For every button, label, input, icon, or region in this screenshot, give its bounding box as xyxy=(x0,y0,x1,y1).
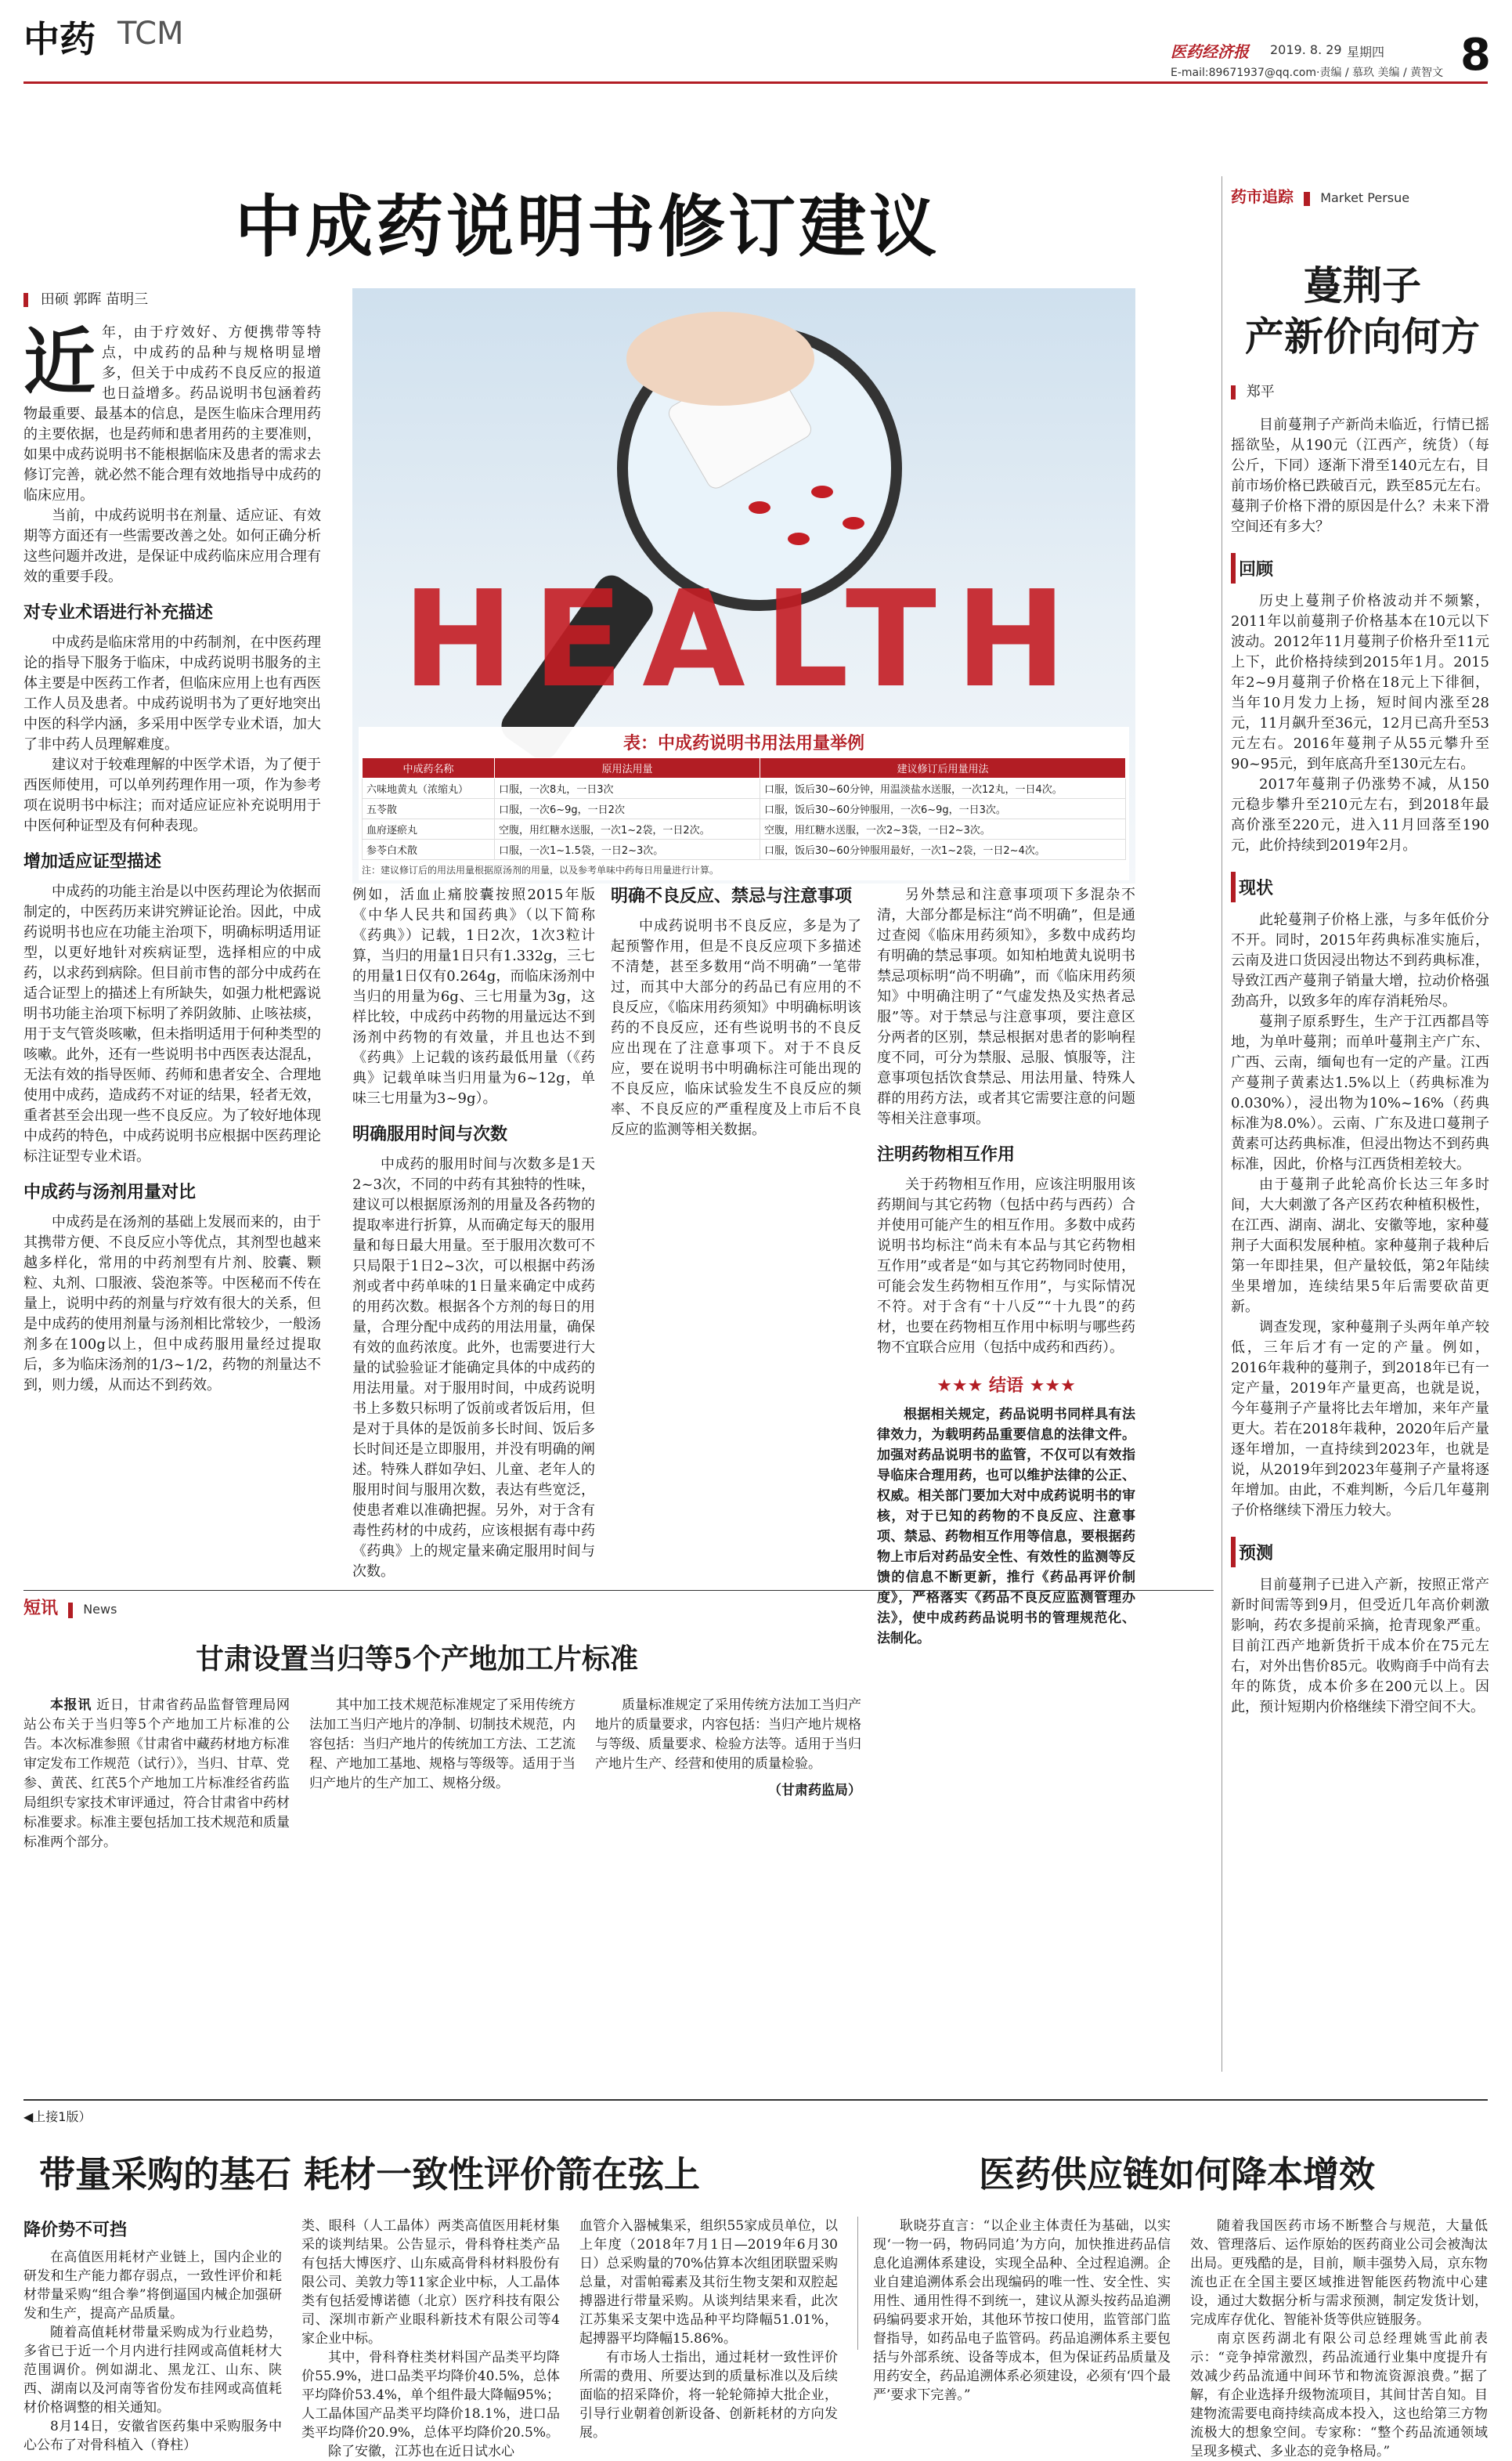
header-rule xyxy=(23,81,1488,84)
bottom-column-2 xyxy=(301,2217,560,2459)
news-paragraph-2: 其中加工技术规范标准规定了采用传统方法加工当归产地片的净制、切制技术规范，内容包括：当归产地片的传统加工方法、工艺流程、产地加工基地、规格与等级等。适用于当归产地片的生产加工、规格分级。 xyxy=(309,1697,576,1791)
section-title-en: TCM xyxy=(117,16,184,52)
table-header-name: 中成药名称 xyxy=(363,758,495,779)
bottom-title-right: 医药供应链如何降本增效 xyxy=(979,2153,1375,2195)
issue-weekday: 星期四 xyxy=(1347,45,1385,60)
dosage-table-block xyxy=(359,727,1129,880)
interaction-paragraph: 关于药物相互作用，应该注明服用该药期间与其它药物（包括中药与西药）合并使用可能产生的相互作用。多数中成药说明书均标注“尚未有本品与其它药物相互作用”或者是“如与其它药物同时使用，可能会发生药物相互作用”，与实际情况不符。对于含有“十八反”“十九畏”的药材，也要在药物相互作用中标明与哪些药物不宜联合应用（包括中成药和西药）。 xyxy=(877,1176,1135,1356)
subheading-dosage: 中成药与汤剂用量对比 xyxy=(23,1183,197,1202)
market-review-p1: 历史上蔓荆子价格波动并不频繁，2011年以前蔓荆子价格基本在10元以下波动。2012年11月蔓荆子价格升至11元上下，此价格持续到2015年1月。2015年2~9月蔓荆子价格在18元上下徘徊，当年10月发力上扬，短时间内涨至28元，11月飙升至36元，12月已高升至53元左右。2016年蔓荆子从55元攀升至90~95元，到年底高升至130元左右。 xyxy=(1231,593,1489,772)
subheading-timing: 明确服用时间与次数 xyxy=(352,1125,508,1144)
conclusion-heading xyxy=(877,1372,1135,1397)
bottom-l2a: 类、眼科（人工晶体）两类高值医用耗材集采的谈判结果。公告显示，骨科脊柱类产品有包括大博医疗、山东威高骨科材料股份有限公司、美敦力等11家企业中标，人工晶体类有包括爱博诺德（北京）医疗科技有限公司、深圳市新产业眼科新技术有限公司等4家企业中标。 xyxy=(301,2218,560,2347)
market-author-name: 郑平 xyxy=(1246,384,1275,400)
bottom-divider xyxy=(857,2217,858,2350)
table-row xyxy=(363,779,1126,799)
article-column-2 xyxy=(352,885,595,1580)
news-column-3 xyxy=(595,1696,861,2033)
market-review-p2: 2017年蔓荆子仍涨势不减，从150元稳步攀升至210元左右，到2018年最高价涨至220元，进入11月回落至190元，此价持续到2019年2月。 xyxy=(1231,776,1489,854)
table-cell: 口服，饭后30~60分钟，用温淡盐水送服，一次12丸，一日4次。 xyxy=(760,779,1126,799)
pill-1 xyxy=(811,486,833,498)
bottom-l1c: 8月14日，安徽省医药集中采购服务中心公布了对骨科植入（脊柱） xyxy=(23,2419,282,2453)
market-column-cn: 药市追踪 xyxy=(1231,187,1294,206)
article-column-3 xyxy=(611,885,861,1545)
editor-email: E-mail:89671937@qq.com·责编 / 慕玖 美编 / 黄智文 xyxy=(1171,67,1444,79)
bottom-r2a: 随着我国医药市场不断整合与规范，大量低效、管理落后、运作原始的医药商业公司会被淘汰出局。更残酷的是，目前，顺丰强势入局，京东物流也正在全国主要区域推进智能医药物流中心建设，通过大数据分析与需求预测，制定发货计划，完成库存优化、智能补货等供应链服务。 xyxy=(1190,2218,1488,2328)
continued-from-page1: ◀上接1版） xyxy=(23,2109,92,2124)
table-cell: 空腹，用红糖水送服，一次1~2袋，一日2次。 xyxy=(495,819,760,840)
news-label xyxy=(23,1595,117,1619)
news-paragraph-3: 质量标准规定了采用传统方法加工当归产地片的质量要求，内容包括：当归产地片规格与等级、质量要求、检验方法等。适用于当归产地片生产、经营和使用的质量检验。 xyxy=(595,1697,861,1772)
subheading-syndrome: 增加适应证型描述 xyxy=(23,852,162,872)
table-row xyxy=(363,819,1126,840)
news-label-en: News xyxy=(83,1602,117,1617)
market-status-p3: 由于蔓荆子此轮高价长达三年多时间，大大刺激了各产区药农种植积极性，在江西、湖南、湖北、安徽等地，家种蔓荆子大面积发展种植。家种蔓荆子栽种后第一年即挂果，但产量较低，第2年陆续坐果增加，连续结果5年后需要砍苗更新。 xyxy=(1231,1176,1489,1315)
market-forecast-p1: 目前蔓荆子已进入产新，按照正常产新时间需等到9月，但受近几年高价刺激影响，药农多提前采摘，抢青现象严重。目前江西产地新货折干成本价在75元左右，对外出售价85元。收购商手中尚有去年的陈货，成本价多在200元以上。因此，预计短期内价格继续下滑空间不大。 xyxy=(1231,1577,1489,1715)
article-column-4 xyxy=(877,885,1135,1646)
bottom-title-left: 带量采购的基石 耗材一致性评价箭在弦上 xyxy=(39,2153,701,2195)
conclusion-title: 结语 xyxy=(988,1376,1023,1396)
table-cell: 参苓白术散 xyxy=(363,840,495,860)
table-cell: 空腹，用红糖水送服，一次2~3袋，一日2~3次。 xyxy=(760,819,1126,840)
terms-paragraph-2: 建议对于较难理解的中医学术语，为了便于西医师使用，可以单列药理作用一项，作为参考项在说明书中标注；而对适应证应补充说明用于中医何种证型及有何种表现。 xyxy=(23,757,321,834)
author-marker xyxy=(1231,385,1236,399)
timing-paragraph: 中成药的服用时间与次数多是1天2~3次，不同的中药有其独特的性味，建议可以根据原汤剂的用量及各药物的提取率进行折算，从而确定每天的服用量和每日最大用量。至于服用次数可不只局限于1日2~3次，可以根据中药汤剂或者中药单味的1日量来确定中成药的用药次数。根据各个方剂的每日的用量，合理分配中成药的用法用量，确保有效的血药浓度。此外，也需要进行大量的试验验证才能确定具体的中成药的用法用量。对于服用时间，中成药说明书上多数只标明了饭前或者饭后用，但是对于具体的是饭前多长时间、饭后多长时间还是立即服用，并没有明确的阐述。特殊人群如孕妇、儿童、老年人的服用时间与服用次数，表达有些宽泛，使患者难以准确把握。另外，对于含有毒性药材的中成药，应该根据有毒中药《药典》上的规定量来确定服用时间与次数。 xyxy=(352,1156,595,1580)
article-authors xyxy=(23,288,148,309)
page-header xyxy=(0,0,1512,81)
news-lead-text: 近日，甘肃省药品监督管理局网站公布关于当归等5个产地加工片标准的公告。本次标准参照《甘肃省中藏药材地方标准审定发布工作规范（试行）》，当归、甘草、党参、黄芪、红芪5个产地加工片标准经省药监局组织专家技术审评通过，符合甘肃省中药材标准要求。标准主要包括加工技术规范和质量标准两个部分。 xyxy=(23,1697,290,1850)
table-cell: 六味地黄丸（浓缩丸） xyxy=(363,779,495,799)
page-number: 8 xyxy=(1460,30,1491,81)
table-note: 注：建议修订后的用法用量根据原汤剂的用量，以及参考单味中药每日用量进行计算。 xyxy=(362,865,720,876)
label-marker xyxy=(1304,192,1310,206)
bottom-column-3 xyxy=(579,2217,838,2441)
bottom-l3b: 有市场人士指出，通过耗材一致性评价所需的费用、所要达到的质量标准以及后续面临的招采降价，将一轮轮筛掉大批企业，引导行业朝着创新设备、创新耗材的方向发展。 xyxy=(579,2350,838,2441)
bottom-top-rule xyxy=(23,2099,1488,2101)
table-row xyxy=(363,799,1126,819)
table-cell: 血府逐瘀丸 xyxy=(363,819,495,840)
table-header-proposed: 建议修订后用量用法 xyxy=(760,758,1126,779)
market-title-line1: 蔓荆子 xyxy=(1304,262,1421,309)
market-status-p2: 蔓荆子原系野生，生产于江西都昌等地，为单叶蔓荆；而单叶蔓荆主产广东、广西、云南，缅甸也有一定的产量。江西产蔓荆子黄素达1.5%以上（药典标准为0.030%），浸出物为10%~16%（药典标准为8.0%）。云南、广东及进口蔓荆子黄素可达药典标准，但浸出物达不到药典标准，因此，价格与江西货相差较大。 xyxy=(1231,1014,1489,1173)
market-lead: 目前蔓荆子产新尚未临近，行情已摇摇欲坠，从190元（江西产，统货）（每公斤，下同）逐渐下滑至140元左右，目前市场价格已跌破百元，跌至85元左右。蔓荆子价格下滑的原因是什么？未来下滑空间还有多大？ xyxy=(1231,417,1489,535)
table-cell: 口服，饭后30~60分钟服用最好，一次1~2袋，一日2~4次。 xyxy=(760,840,1126,860)
bottom-column-1 xyxy=(23,2248,282,2453)
issue-date: 2019. 8. 29 xyxy=(1270,42,1342,57)
market-section-review: 回顾 xyxy=(1231,553,1489,584)
bottom-l1a: 在高值医用耗材产业链上，国内企业的研发和生产能力都存弱点，一致性评价和耗材带量采购“组合拳”将倒逼国内械企加强研发和生产，提高产品质量。 xyxy=(23,2250,282,2322)
table-row xyxy=(363,840,1126,860)
pill-3 xyxy=(788,533,810,545)
pill-2 xyxy=(843,517,864,529)
health-word: HEALTH xyxy=(402,562,1086,717)
intro-paragraph-1: 年，由于疗效好、方便携带等特点，中成药的品种与规格明显增多，但关于中成药不良反应的报道也日益增多。药品说明书包涵着药物最重要、最基本的信息，是医生临床合理用药的主要依据，也是药师和患者用药的主要准则，如果中成药说明书不能根据临床及患者的需求去修订完善，就必然不能合理有效地指导中成药的临床应用。 xyxy=(23,324,321,504)
dosage-paragraph-1: 中成药是在汤剂的基础上发展而来的，由于其携带方便、不良反应小等优点，其剂型也越来越多样化，常用的中药剂型有片剂、胶囊、颗粒、丸剂、口服液、袋泡茶等。中医秘而不传在量上，说明中药的剂量与疗效有很大的关系，但是中成药的使用剂量与汤剂相比常较少，一般汤剂多在100g以上，但中成药服用量经过提取后，多为临床汤剂的1/3~1/2，药物的剂量达不到，则力缓，从而达不到药效。 xyxy=(23,1214,321,1393)
bottom-r2b: 南京医药湖北有限公司总经理姚雪此前表示：“竞争掉常激烈，药品流通行业集中度提升有效减少药品流通中间环节和物流资源浪费。”据了解，有企业选择升级物流项目，其间甘苦自知。目建物流需要电商持续高成本投入，这也给第三方物流极大的想象空间。专家称：“整个药品流通领域呈现多模式、多业态的竞争格局。” xyxy=(1190,2331,1488,2459)
pill-4 xyxy=(749,501,770,514)
bottom-l2b: 其中，骨科脊柱类材料国产品类平均降价55.9%，进口品类平均降价40.5%，总体平均降价53.4%，单个组件最大降幅95%；人工晶体国产品类平均降价18.1%，进口品类平均降价20.9%，总体平均降价20.5%。 xyxy=(301,2350,560,2441)
bottom-l2c: 除了安徽，江苏也在近日试水心 xyxy=(328,2444,514,2459)
table-cell: 口服，饭后30~60分钟服用，一次6~9g，一日3次。 xyxy=(760,799,1126,819)
subheading-interaction: 注明药物相互作用 xyxy=(877,1145,1016,1165)
subheading-terms: 对专业术语进行补充描述 xyxy=(23,603,214,623)
market-status-p4: 调查发现，家种蔓荆子头两年单产较低，三年后才有一定的产量。例如，2016年栽种的蔓荆子，到2018年已有一定产量，2019年产量更高，也就是说，今年蔓荆子产量将比去年增加，来年产量更大。若在2018年栽种，2020年后产量逐年增加，一直持续到2023年，也就是说，从2019年到2023年蔓荆子产量将逐年增加。由此，不难判断，今后几年蔓荆子价格继续下滑压力较大。 xyxy=(1231,1319,1489,1519)
article-title: 中成药说明书修订建议 xyxy=(235,187,940,266)
news-paragraph-1 xyxy=(23,1696,290,1852)
market-status-p1: 此轮蔓荆子价格上涨，与多年低价分不开。同时，2015年药典标准实施后，云南及进口货因浸出物达不到药典标准，导致江西产蔓荆子销量大增，拉动价格强劲高升，以致多年的库存消耗殆尽。 xyxy=(1231,912,1489,1010)
table-cell: 口服，一次1~1.5袋，一日2~3次。 xyxy=(495,840,760,860)
market-author xyxy=(1231,381,1275,401)
bottom-l3a: 血管介入器械集采，组织55家成员单位，以上年度（2018年7月1日—2019年6月30日）总采购量的70%估算本次组团联盟采购总量，对雷帕霉素及其衍生物支架和双腔起搏器进行带量采购。从谈判结果来看，此次江苏集采支架中选品种平均降幅51.01%，起搏器平均降幅15.86%。 xyxy=(579,2218,838,2347)
dosage-table xyxy=(362,757,1126,860)
news-column-1 xyxy=(23,1696,290,2033)
star-icon: ★★★ xyxy=(936,1376,989,1396)
terms-paragraph-1: 中成药是临床常用的中药制剂，在中医药理论的指导下服务于临床，中成药说明书服务的主体主要是中医药工作者，但临床应用上也有西医工作人员及患者。中成药说明书为了更好地突出中医的科学内涵，多采用中医学专业术语，加大了非中药人员理解难度。 xyxy=(23,634,321,753)
masthead-logo: 医药经济报 xyxy=(1171,42,1249,61)
table-title: 表：中成药说明书用法用量举例 xyxy=(622,734,864,753)
news-source: （甘肃药监局） xyxy=(768,1783,861,1798)
market-section-forecast: 预测 xyxy=(1231,1537,1489,1567)
author-marker xyxy=(23,293,28,307)
conclusion-paragraph: 根据相关规定，药品说明书同样具有法律效力，为载明药品重要信息的法律文件。加强对药品说明书的监管，不仅可以有效指导临床合理用药，也可以维护法律的公正、权威。相关部门要加大对中成药说明书的审核，对于已知的药物的不良反应、注意事项、禁忌、药物相互作用等信息，要根据药物上市后对药品安全性、有效性的监测等反馈的信息不断更新，推行《药品再评价制度》，严格落实《药品不良反应监测管理办法》，使中成药药品说明书的管理规范化、法制化。 xyxy=(877,1407,1135,1646)
hand xyxy=(626,312,814,406)
news-title: 甘肃设置当归等5个产地加工片标准 xyxy=(196,1642,639,1675)
health-photo xyxy=(352,288,1135,884)
market-title-line2: 产新价向何方 xyxy=(1245,313,1480,360)
bottom-subheading-left: 降价势不可挡 xyxy=(23,2221,128,2240)
bottom-r1a: 耿晓芬直言：“以企业主体责任为基础，以实现‘一物一码，物码同追’为方向，加快推进药品信息化追溯体系建设，实现全品种、全过程追溯。企业自建追溯体系会出现编码的唯一性、安全性、实用性、通用性得不到统一，建议从源头按药品追溯码编码要求开始，其他环节按口使用，监管部门监督指导，如药品电子监管码。药品追溯体系主要包括与外部系统、设备等成本，但为保证药品质量及用药安全，药品追溯体系必须建设，必须有‘四个最严’要求下完善。” xyxy=(873,2218,1171,2403)
table-cell: 口服，一次8丸，一日3次 xyxy=(495,779,760,799)
market-section-status: 现状 xyxy=(1231,872,1489,902)
news-lead-tag: 本报讯 xyxy=(50,1697,92,1713)
news-top-rule xyxy=(23,1590,1214,1591)
adverse-paragraph: 中成药说明书不良反应，多是为了起预警作用，但是不良反应项下多描述不清楚，甚至多数用“尚不明确”一笔带过，而其中大部分的药品已有应用的不良反应，《临床用药须知》中明确标明该药的不良反应，还有些说明书的不良反应出现在了注意事项下。对于不良反应，要在说明书中明确标注可能出现的不良反应，临床试验发生不良反应的频率、不良反应的严重程度及上市后不良反应的监测等相关数据。 xyxy=(611,918,861,1138)
table-cell: 五苓散 xyxy=(363,799,495,819)
contraindication-paragraph: 另外禁忌和注意事项项下多混杂不清，大部分都是标注“尚不明确”，但是通过查阅《临床用药须知》，多数中成药均有明确的禁忌事项。如知柏地黄丸说明书禁忌项标明“尚不明确”，而《临床用药须知》中明确注明了“气虚发热及实热者忌服”等。对于禁忌与注意事项，要注意区分两者的区别，禁忌根据对患者的影响程度不同，可分为禁服、忌服、慎服等，注意事项包括饮食禁忌、用法用量、特殊人群的用药方法，或者其它需要注意的问题等相关注意事项。 xyxy=(877,887,1135,1127)
news-label-cn: 短讯 xyxy=(23,1599,59,1618)
bottom-l1b: 随着高值耗材带量采购成为行业趋势，多省已于近一个月内进行挂网或高值耗材大范围调价。例如湖北、黑龙江、山东、陕西、湖南以及河南等省份发布挂网或高值耗材价格调整的相关通知。 xyxy=(23,2325,282,2416)
section-title-cn: 中药 xyxy=(23,18,96,60)
news-column-2 xyxy=(309,1696,576,2033)
subheading-adverse: 明确不良反应、禁忌与注意事项 xyxy=(611,887,853,906)
drop-cap: 近 xyxy=(23,320,96,404)
table-cell: 口服，一次6~9g，一日2次 xyxy=(495,799,760,819)
intro-paragraph-2: 当前，中成药说明书在剂量、适应证、有效期等方面还有一些需要改善之处。如何正确分析这些问题并改进，是保证中成药临床应用合理有效的重要手段。 xyxy=(23,508,321,585)
market-column-en: Market Persue xyxy=(1320,190,1410,205)
syndrome-paragraph: 中成药的功能主治是以中医药理论为依据而制定的，中医药历来讲究辨证论治。因此，中成药说明书也应在功能主治项下，明确标明适用证型，以更好地针对疾病证型，选择相应的中成药，以求药到病除。但目前市售的部分中成药在适合证型上的描述上有所缺失，如强力枇杷露说明书功能主治项下标明了养阴敛肺、止咳祛痰，用于支气管炎咳嗽，但未指明适用于何种类型的咳嗽。此外，还有一些说明书中西医表达混乱，无法有效的指导医师、药师和患者安全、合理地使用中成药，造成药不对证的结果，轻者无效，重者甚至会出现一些不良反应。为了较好地体现中成药的特色，中成药说明书应根据中医药理论标注证型专业术语。 xyxy=(23,884,321,1165)
table-header-original: 原用法用量 xyxy=(495,758,760,779)
market-column-label xyxy=(1231,184,1409,207)
author-names: 田硕 郭晖 苗明三 xyxy=(40,291,149,308)
label-marker xyxy=(68,1603,73,1618)
bottom-column-5 xyxy=(1190,2217,1488,2459)
dosage-paragraph-2: 例如，活血止痛胶囊按照2015年版《中华人民共和国药典》（以下简称《药典》）记载，1日2次，1次3粒计算，当归的用量1日只有1.332g，三七的用量1日仅有0.264g，而临床汤剂中当归的用量为6g、三七用量为3g，这样比较，中成药中药物的用量远达不到汤剂中药物的有效量，并且也达不到《药典》上记载的该药最低用量（《药典》记载单味当归用量为6~12g，单味三七用量为3~9g）。 xyxy=(352,887,595,1107)
star-icon: ★★★ xyxy=(1029,1376,1076,1396)
article-column-1 xyxy=(23,320,321,1545)
bottom-column-4 xyxy=(873,2217,1171,2403)
market-body xyxy=(1231,415,1489,2068)
